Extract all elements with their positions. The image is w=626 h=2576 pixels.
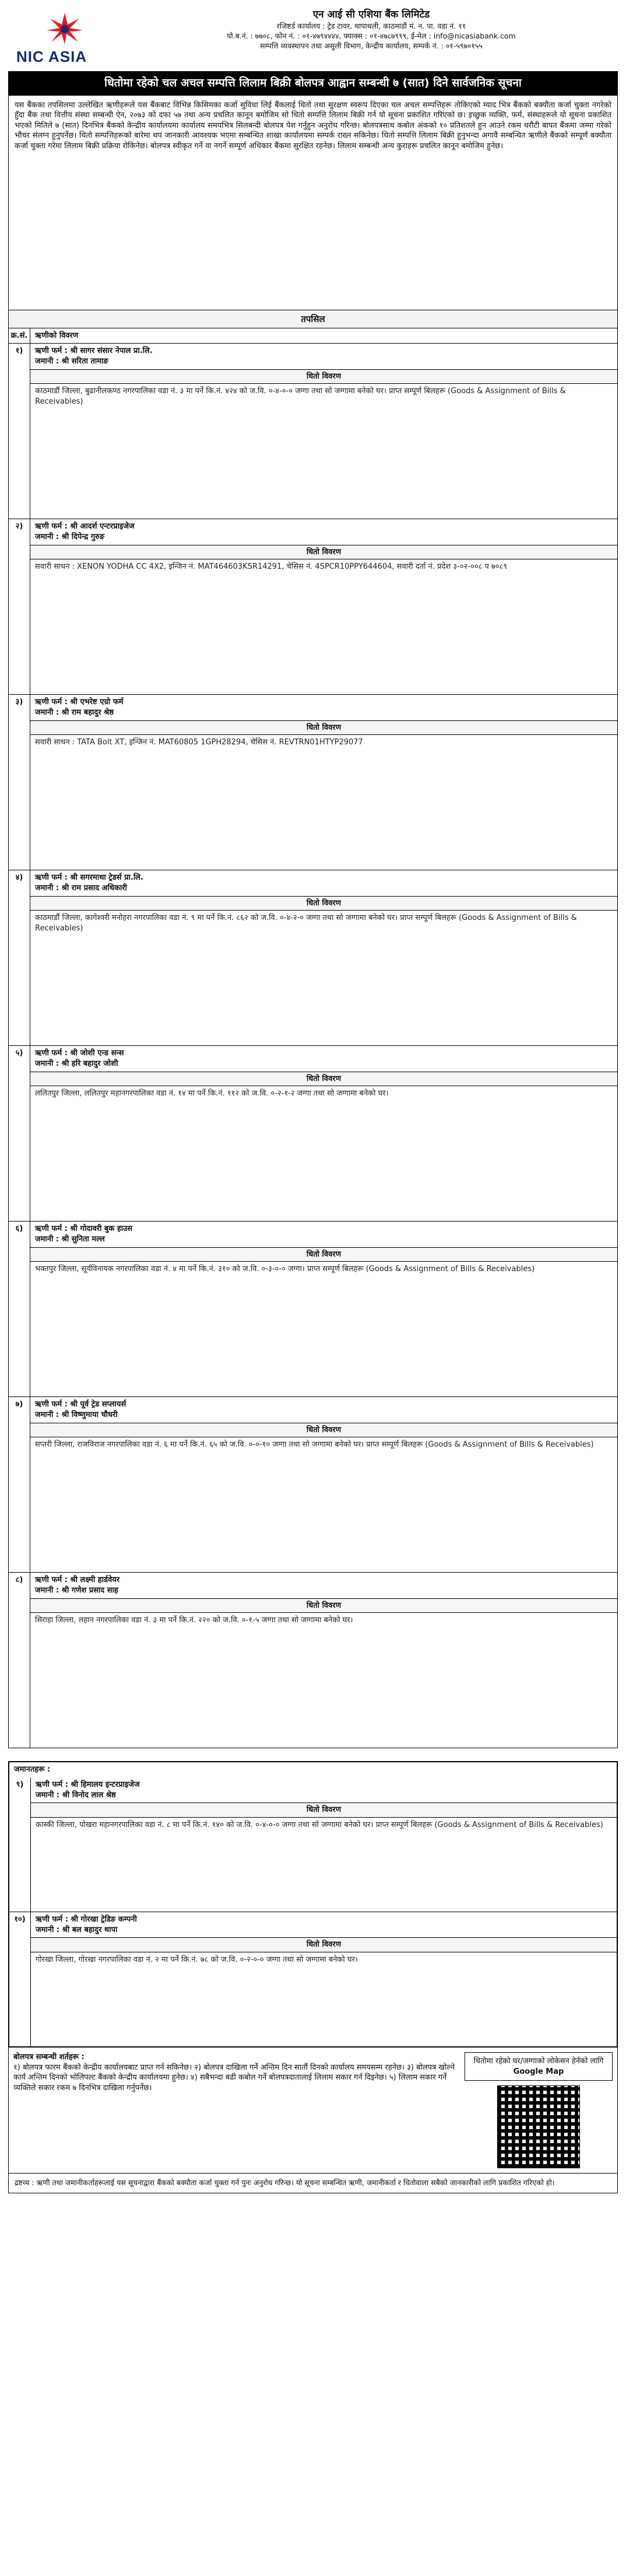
entry-row [9, 1221, 617, 1396]
entry-asset-heading: धितो विवरण [30, 720, 617, 736]
entry-asset: कास्की जिल्ला, पोखरा महानगरपालिका वडा नं. ८ मा पर्ने कि.नं. १४० को ज.वि. ०-४-०-० जग्गा तथा सो जग्गामा बनेको घर। प्राप्त सम्पूर्ण बिलहरू (Goods & Assignment of Bills & Receivables) [36, 1820, 603, 1829]
entry-guarantor: जमानी : श्री बल बहादुर थापा [36, 1925, 118, 1934]
entry-asset: काठमाडौं जिल्ला, कागेश्वरी मनोहरा नगरपालिका वडा नं. ९ मा पर्ने कि.नं. ८६२ को ज.वि. ०-४-२-० जग्गा तथा सो जग्गामा बनेको घर। प्राप्त सम्पूर्ण बिलहरू (Goods & Assignment of Bills & Receivables) [35, 914, 577, 933]
bank-header [8, 0, 618, 70]
entry-guarantor: जमानी : श्री राम बहादुर श्रेष्ठ [35, 708, 114, 717]
entries-table [8, 344, 618, 1748]
bank-department: सम्पत्ति व्यवस्थापन तथा असुली विभाग, केन्द्रीय कार्यालय, सम्पर्क नं. : ०१-५९७०१५५ [260, 41, 483, 50]
notice-intro: यस बैंकका तपसिलमा उल्लेखित ऋणीहरूले यस बैंकबाट विभिन्न किसिमका कर्जा सुविधा लिई बैंकलाई धितो तथा सुरक्षण स्वरूप दिएका चल अचल सम्पत्तिहरू तोकिएको म्याद भित्र बैंकको बक्यौता कर्जा चुक्ता नगरेको हुँदा बैंक तथा वित्तीय संस्था सम्बन्धी ऐन, २०७३ को दफा ५७ तथा अन्य प्रचलित कानून बमोजिम सो धितो सम्पत्ति लिलाम बिक्री गर्न यो सूचना प्रकाशित गरिएको छ। इच्छुक व्यक्ति, फर्म, संस्थाहरूले यो सूचना प्रकाशित भएको मितिले ७ (सात) दिनभित्र बैंकको केन्द्रीय कार्यालयमा कार्यालय समयभित्र सिलबन्दी बोलपत्र पेश गर्नुहुन अनुरोध गरिन्छ। बोलपत्रसाथ कबोल अंकको १० प्रतिशतले हुन आउने रकम धरौटी बापत बैंकमा जम्मा गरेको भौचर संलग्न हुनुपर्नेछ। धितो सम्पत्तिहरूको बारेमा थप जानकारी आवश्यक भएमा सम्बन्धित शाखा कार्यालयमा सम्पर्क राख्न सकिनेछ। धितो सम्पत्ति लिलाम बिक्री हुनुभन्दा अगावै सम्बन्धित ऋणीले बैंकको सम्पूर्ण बक्यौता कर्जा चुक्ता गरेमा लिलाम बिक्री प्रक्रिया रोकिनेछ। बोलपत्र स्वीकृत गर्ने वा नगर्ने सम्पूर्ण अधिकार बैंकमा सुरक्षित रहनेछ। लिलाम सम्बन्धी अन्य कुराहरू प्रचलित कानून बमोजिम हुनेछ। [8, 96, 618, 310]
entry-guarantor: जमानी : श्री दिपेन्द्र गुरुङ [35, 532, 105, 541]
map-text: धितोमा रहेको घर/जग्गाको लोकेसन हेर्नको लागि [473, 2056, 604, 2066]
brand-name: NIC ASIA [16, 48, 87, 65]
entry-asset-heading: धितो विवरण [30, 1423, 617, 1438]
entry-detail [31, 1912, 617, 2046]
entry-borrower: ऋणी फर्म : श्री जोशी एन्ड सन्स [35, 1049, 124, 1058]
entry-asset: काठमाडौं जिल्ला, बुढानीलकण्ठ नगरपालिका वडा नं. ३ मा पर्ने कि.नं. ४२४ को ज.वि. ०-४-०-० जग्गा तथा सो जग्गामा बनेको घर। प्राप्त सम्पूर्ण बिलहरू (Goods & Assignment of Bills & Receivables) [35, 387, 566, 406]
entry-borrower: ऋणी फर्म : श्री गोदावरी बुक हाउस [35, 1224, 133, 1234]
table-title: तपसिल [8, 310, 618, 328]
entry-row [9, 1045, 617, 1221]
qr-code-icon[interactable] [497, 2085, 580, 2168]
entry-guarantor: जमानी : श्री गणेश प्रसाद साह [35, 1586, 118, 1595]
entry-detail [30, 1397, 617, 1572]
entry-guarantor: जमानी : श्री सुनिता मल्ल [35, 1234, 105, 1244]
entry-sn: ७) [9, 1397, 30, 1572]
entry-row [9, 1777, 617, 1912]
entry-asset: गोरखा जिल्ला, गोरखा नगरपालिका वडा नं. २ मा पर्ने कि.नं. ७८ को ज.वि. ०-२-०-० जग्गा तथा सो जग्गामा बनेको घर। [36, 1955, 358, 1964]
terms-block [13, 2052, 455, 2168]
entry-asset-heading: धितो विवरण [30, 1072, 617, 1087]
table-header [8, 328, 618, 344]
entry-detail [30, 344, 617, 519]
entry-sn: १) [9, 344, 30, 519]
map-block [465, 2052, 613, 2168]
column-sn: क्र.सं. [9, 328, 30, 344]
entry-guarantor: जमानी : श्री राम प्रसाद अधिकारी [35, 883, 128, 892]
entry-row [9, 1912, 617, 2046]
terms-title: बोलपत्र सम्बन्धी शर्तहरू : [13, 2052, 85, 2062]
entry-asset-heading: धितो विवरण [30, 369, 617, 384]
bank-name: एन आई सी एशिया बैंक लिमिटेड [312, 9, 430, 20]
entry-guarantor: जमानी : श्री विनोद लाल श्रेष्ठ [36, 1790, 116, 1800]
entry-row [9, 870, 617, 1045]
entry-detail [30, 519, 617, 694]
section-two [8, 1761, 618, 2048]
entry-sn: २) [9, 519, 30, 694]
entry-borrower: ऋणी फर्म : श्री सागर संसार नेपाल प्रा.लि. [35, 346, 153, 356]
bank-address: रजिष्टर्ड कार्यालय : ट्रेड टावर, थापाथली, काठमाडौं मं. न. पा. वडा नं. ११ [276, 21, 466, 30]
entry-asset: भक्तपुर जिल्ला, सूर्यविनायक नगरपालिका वडा नं. ४ मा पर्ने कि.नं. ३१० को ज.वि. ०-३-०-० जग्गा। प्राप्त सम्पूर्ण बिलहरू (Goods & Assignment of Bills & Receivables) [35, 1265, 535, 1274]
section-two-title: जमानतहरू : [14, 1765, 51, 1774]
entry-row [9, 694, 617, 870]
terms-section [8, 2048, 618, 2174]
entry-detail [30, 1573, 617, 1748]
entry-sn: ३) [9, 695, 30, 870]
entry-guarantor: जमानी : श्री विष्णुमाया चौधरी [35, 1410, 118, 1419]
entry-detail [30, 695, 617, 870]
entry-detail [30, 1222, 617, 1396]
entry-borrower: ऋणी फर्म : श्री एभरेष्ट एग्रो फर्म [35, 698, 124, 707]
entry-asset-heading: धितो विवरण [31, 1937, 617, 1952]
entry-borrower: ऋणी फर्म : श्री लक्ष्मी हार्डवेयर [35, 1576, 120, 1585]
entry-row [9, 1396, 617, 1572]
entry-row [9, 519, 617, 694]
nic-asia-logo-icon [44, 10, 85, 46]
entry-asset-heading: धितो विवरण [30, 896, 617, 911]
entry-borrower: ऋणी फर्म : श्री पूर्व ट्रेड सप्लायर्स [35, 1400, 126, 1409]
entry-asset-heading: धितो विवरण [30, 545, 617, 560]
bank-info [125, 5, 618, 51]
entry-sn: ८) [9, 1573, 30, 1748]
entry-borrower: ऋणी फर्म : श्री गोरखा ट्रेडिङ कम्पनी [36, 1915, 137, 1924]
bank-logo [8, 5, 125, 69]
entry-guarantor: जमानी : श्री सरिता तामाङ [35, 356, 108, 366]
entry-asset: सवारी साधन : TATA Bolt XT, इन्जिन नं. MAT60805 1GPH28294, चेसिस नं. REVTRN01HTYP29077 [35, 738, 363, 747]
entry-borrower: ऋणी फर्म : श्री आदर्श एन्टरप्राइजेज [35, 522, 135, 531]
entry-borrower: ऋणी फर्म : श्री सगरमाथा ट्रेडर्स प्रा.लि. [35, 873, 143, 883]
entry-asset-heading: धितो विवरण [31, 1803, 617, 1818]
entry-asset: ललितपुर जिल्ला, ललितपुर महानगरपालिका वडा नं. १४ मा पर्ने कि.नं. ११२ को ज.वि. ०-२-१-२ जग्गा तथा सो जग्गामा बनेको घर। [35, 1089, 389, 1098]
notice-title: धितोमा रहेको चल अचल सम्पत्ति लिलाम बिक्री बोलपत्र आह्वान सम्बन्धी ७ (सात) दिने सार्वजनिक सूचना [8, 71, 618, 96]
entry-asset: सिराहा जिल्ला, लहान नगरपालिका वडा नं. ३ मा पर्ने कि.नं. २२० को ज.वि. ०-१-५ जग्गा तथा सो जग्गामा बनेको घर। [35, 1616, 353, 1625]
map-caption [465, 2052, 613, 2081]
entry-detail [31, 1777, 617, 1912]
entry-row [9, 344, 617, 519]
entry-sn: ५) [9, 1046, 30, 1221]
entry-sn: १०) [9, 1912, 31, 2046]
footer-note: द्रष्टव्य : ऋणी तथा जमानीकर्ताहरूलाई यस सूचनाद्वारा बैंकको बक्यौता कर्जा चुक्ता गर्न पुनः अनुरोध गरिन्छ। यो सूचना सम्बन्धित ऋणी, जमानीकर्ता र धितोवाला सबैको जानकारीको लागि प्रकाशित गरिएको हो। [8, 2174, 618, 2193]
entry-borrower: ऋणी फर्म : श्री हिमालय इन्टरप्राइजेज [36, 1780, 140, 1789]
entry-detail [30, 870, 617, 1045]
entry-asset: सप्तरी जिल्ला, राजविराज नगरपालिका वडा नं. ६ मा पर्ने कि.नं. ६५ को ज.वि. ०-०-१० जग्गा तथा सो जग्गामा बनेको घर। प्राप्त सम्पूर्ण बिलहरू (Goods & Assignment of Bills & Receivables) [35, 1440, 594, 1450]
entry-asset-heading: धितो विवरण [30, 1247, 617, 1262]
entry-sn: ४) [9, 870, 30, 1045]
entry-sn: ६) [9, 1222, 30, 1396]
terms-text: १) बोलपत्र फारम बैंकको केन्द्रीय कार्यालयबाट प्राप्त गर्न सकिनेछ। २) बोलपत्र दाखिला गर्ने अन्तिम दिन सातौं दिनको कार्यालय समयसम्म रहनेछ। ३) बोलपत्र खोल्ने कार्य अन्तिम दिनको भोलिपल्ट बैंकको केन्द्रीय कार्यालयमा हुनेछ। ४) सबैभन्दा बढी कबोल गर्ने बोलपत्रदातालाई लिलाम सकार गर्न दिइनेछ। ५) लिलाम सकार गर्ने व्यक्तिले सकार रकम ७ दिनभित्र दाखिला गर्नुपर्नेछ। [13, 2063, 455, 2092]
entry-asset: सवारी साधन : XENON YODHA CC 4X2, इन्जिन नं. MAT464603KSR14291, चेसिस नं. 4SPCR10PPY644604, सवारी दर्ता नं. प्रदेश ३-०२-००८ प ७०८९ [35, 562, 508, 572]
map-label: Google Map [513, 2067, 564, 2076]
entry-row [9, 1572, 617, 1748]
section-two-entries [9, 1777, 617, 2046]
bank-contact: पो.ब.नं. : ७७०८, फोन नं. : ०१-४७९४४४४, फ्याक्स : ०१-४७८७९९९, ई-मेल : info@nicasiabank.com [227, 31, 516, 40]
entry-detail [30, 1046, 617, 1221]
column-detail: ऋणीको विवरण [35, 331, 79, 340]
entry-sn: ९) [9, 1777, 31, 1912]
entry-asset-heading: धितो विवरण [30, 1598, 617, 1614]
entry-guarantor: जमानी : श्री हरि बहादुर जोशी [35, 1059, 118, 1068]
